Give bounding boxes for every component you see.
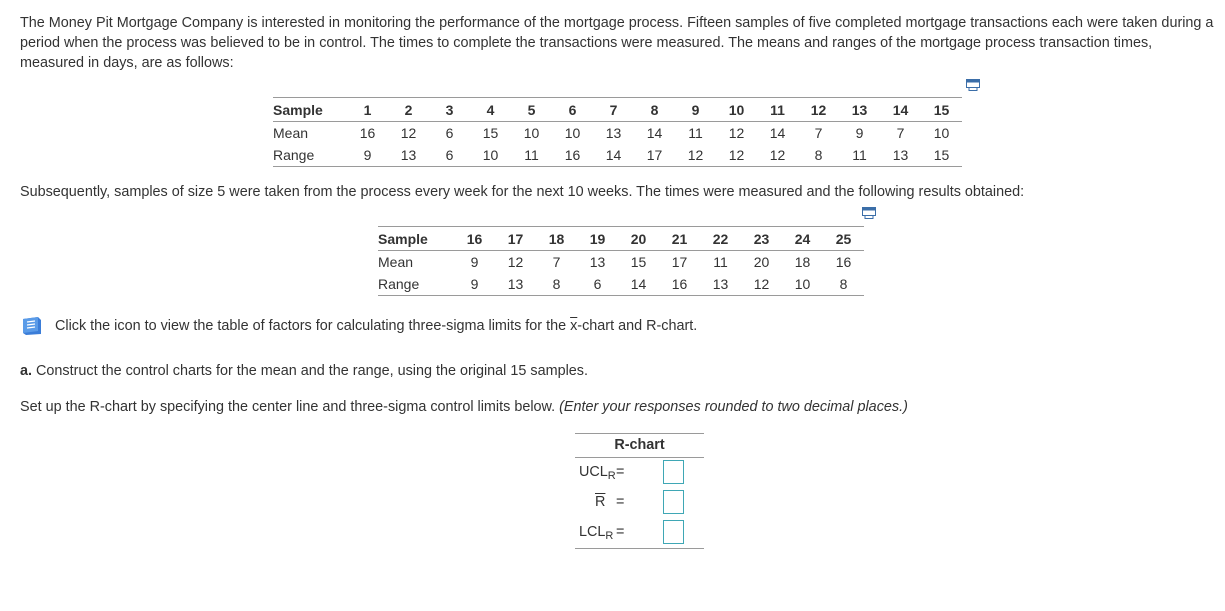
row-label: Mean [273,125,309,141]
column-header: 25 [823,227,864,251]
table-cell: 7 [552,254,561,270]
xbar-symbol: $\overline{x}$ [570,318,578,334]
table-cell: 10 [564,125,581,141]
table-cell: 12 [741,273,782,296]
table-cell: 9 [470,254,479,270]
column-header: 11 [757,98,798,122]
column-header: 24 [782,227,823,251]
equals-sign: = [616,524,625,540]
table-cell: 13 [605,125,622,141]
column-header: 13 [839,98,880,122]
row-label: Range [378,273,454,296]
column-header: 3 [429,98,470,122]
column-header: 23 [741,227,782,251]
table-cell: 14 [769,125,786,141]
column-header: 10 [716,98,757,122]
lcl-label: $LCL_R$ [579,524,614,542]
table-cell: 14 [618,273,659,296]
column-header: 8 [634,98,675,122]
ucl-row [575,458,704,488]
table-cell: 8 [536,273,577,296]
column-header: 2 [388,98,429,122]
table-cell: 9 [347,144,388,167]
column-header: 12 [798,98,839,122]
r-chart-title: R-chart [575,433,704,458]
copy-table-icon[interactable] [862,207,876,219]
setup-text: Set up the R-chart by specifying the center line and three-sigma control limits below. [20,399,560,415]
table-cell: 7 [814,125,823,141]
table-cell: 14 [646,125,663,141]
ucl-label: $UCL_R$ [579,464,616,482]
table-cell: 10 [470,144,511,167]
table-cell: 15 [482,125,499,141]
subsequent-paragraph: Subsequently, samples of size 5 were taken from the process every week for the next 10 weeks. The times were measured and the following results obtained: [20,184,1025,200]
part-a-label: a. [20,363,33,379]
table-row [273,122,962,145]
book-icon[interactable] [20,316,44,336]
original-samples-table [273,97,962,167]
table-row [273,144,962,167]
table-cell: 6 [577,273,618,296]
ucl-input[interactable] [663,460,684,484]
table-cell: 17 [671,254,688,270]
table-cell: 12 [507,254,524,270]
table-cell: 13 [495,273,536,296]
table-cell: 13 [700,273,741,296]
table-row [378,251,864,274]
table-cell: 13 [880,144,921,167]
column-header-sample: Sample [273,98,347,122]
factors-suffix: -chart and R-chart. [577,318,698,334]
row-label: Mean [378,254,414,270]
rbar-row [575,488,704,518]
table-cell: 13 [589,254,606,270]
table-cell: 20 [753,254,770,270]
table-cell: 12 [728,125,745,141]
table-cell: 9 [454,273,495,296]
r-chart-answer-table [575,433,704,549]
column-header: 17 [495,227,536,251]
table-row [378,273,864,296]
equals-sign: = [616,464,625,480]
column-header: 18 [536,227,577,251]
table-cell: 17 [634,144,675,167]
table-cell: 8 [798,144,839,167]
part-a-text: Construct the control charts for the mean and the range, using the original 15 samples. [32,363,588,379]
table-cell: 15 [921,144,962,167]
copy-table-icon[interactable] [966,79,980,91]
column-header: 20 [618,227,659,251]
table-cell: 12 [757,144,798,167]
table-cell: 8 [823,273,864,296]
column-header: 9 [675,98,716,122]
table-cell: 7 [896,125,905,141]
column-header: 7 [593,98,634,122]
table-cell: 12 [716,144,757,167]
table-cell: 13 [388,144,429,167]
setup-instruction [20,399,908,415]
rbar-label: $\overline{R}$ [595,494,606,510]
column-header: 21 [659,227,700,251]
table-cell: 11 [713,254,728,270]
column-header: 4 [470,98,511,122]
table-cell: 16 [835,254,852,270]
column-header: 19 [577,227,618,251]
table-cell: 11 [839,144,880,167]
column-header: 5 [511,98,552,122]
column-header: 16 [454,227,495,251]
column-header: 22 [700,227,741,251]
table-cell: 16 [552,144,593,167]
table-cell: 10 [523,125,540,141]
column-header: 15 [921,98,962,122]
row-label: Range [273,144,347,167]
equals-sign: = [616,494,625,510]
table-cell: 14 [593,144,634,167]
table-cell: 12 [675,144,716,167]
column-header: 6 [552,98,593,122]
factors-prefix: Click the icon to view the table of factors for calculating three-sigma limits for the [55,318,571,334]
lcl-row [575,518,704,549]
table-cell: 10 [933,125,950,141]
table-cell: 6 [445,125,454,141]
column-header-sample: Sample [378,227,454,251]
setup-hint: (Enter your responses rounded to two decimal places.) [559,399,908,415]
table-cell: 11 [511,144,552,167]
table-cell: 6 [429,144,470,167]
table-cell: 15 [630,254,647,270]
factors-link-text [55,318,697,334]
column-header: 14 [880,98,921,122]
intro-paragraph: The Money Pit Mortgage Company is interested in monitoring the performance of the mortgage process. Fifteen samples of five completed mortgage transactions each were taken during a period when the process was believed to be in control. The times to complete the transactions were measured. The means and ranges of the mortgage process transaction times, measured in days, are as follows: [20,15,1214,71]
lcl-input[interactable] [663,520,684,544]
part-a-instruction [20,363,588,379]
subsequent-samples-table [378,226,864,296]
table-cell: 11 [688,125,703,141]
table-cell: 18 [794,254,811,270]
table-cell: 12 [400,125,417,141]
table-cell: 10 [782,273,823,296]
rbar-input[interactable] [663,490,684,514]
table-cell: 9 [855,125,864,141]
table-cell: 16 [359,125,376,141]
column-header: 1 [347,98,388,122]
table-cell: 16 [659,273,700,296]
